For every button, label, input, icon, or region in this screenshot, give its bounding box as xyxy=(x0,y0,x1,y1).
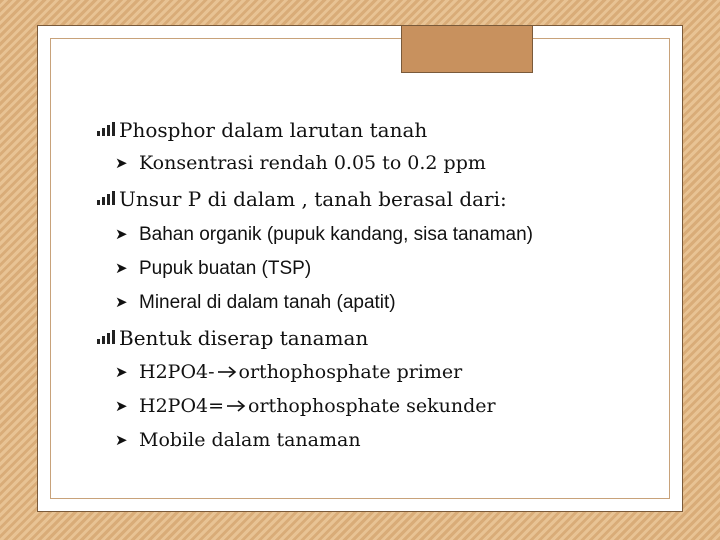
item-text: orthophosphate sekunder xyxy=(248,395,496,417)
bullet-item xyxy=(115,397,496,416)
heading-text: Phosphor dalam larutan tanah xyxy=(119,117,428,142)
bullet-item xyxy=(115,431,361,450)
item-text: Bahan organik (pupuk kandang, sisa tanaman) xyxy=(139,224,533,245)
chevron-arrowhead-icon: ➤ xyxy=(115,363,128,381)
signal-bars-icon xyxy=(97,188,115,209)
chevron-arrowhead-icon: ➤ xyxy=(115,226,128,243)
right-arrow-icon xyxy=(217,363,237,382)
bullet-heading-3 xyxy=(97,327,368,348)
bullet-heading-2 xyxy=(97,188,507,209)
heading-text: Bentuk diserap tanaman xyxy=(119,325,369,350)
bullet-item xyxy=(115,259,311,278)
item-formula: H2PO4= xyxy=(139,395,225,417)
bullet-item xyxy=(115,363,462,382)
bullet-item xyxy=(115,293,396,312)
bullet-item xyxy=(115,154,486,173)
item-text: Pupuk buatan (TSP) xyxy=(139,258,312,279)
item-text: Mineral di dalam tanah (apatit) xyxy=(139,292,396,313)
chevron-arrowhead-icon: ➤ xyxy=(115,260,128,277)
signal-bars-icon xyxy=(97,119,115,140)
heading-text: Unsur P di dalam , tanah berasal dari: xyxy=(119,186,507,211)
bullet-item xyxy=(115,225,533,244)
chevron-arrowhead-icon: ➤ xyxy=(115,431,128,449)
chevron-arrowhead-icon: ➤ xyxy=(115,397,128,415)
right-arrow-icon xyxy=(226,397,246,416)
signal-bars-icon xyxy=(97,327,115,348)
chevron-arrowhead-icon: ➤ xyxy=(115,154,128,172)
item-text: Mobile dalam tanaman xyxy=(139,429,361,451)
bullet-heading-1 xyxy=(97,119,427,140)
chevron-arrowhead-icon: ➤ xyxy=(115,294,128,311)
item-text: Konsentrasi rendah 0.05 to 0.2 ppm xyxy=(139,152,486,174)
item-text: orthophosphate primer xyxy=(238,361,463,383)
item-formula: H2PO4- xyxy=(139,361,215,383)
